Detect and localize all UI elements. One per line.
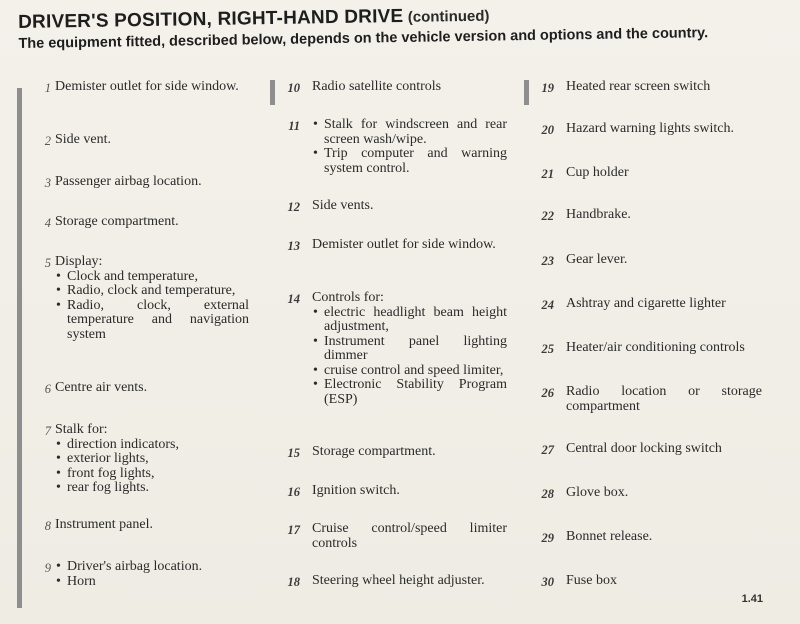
- legend-item-21: [524, 166, 762, 181]
- item-text: Demister outlet for side window.: [312, 237, 496, 252]
- bullet-list: [55, 270, 249, 343]
- legend-item-24: [524, 297, 762, 312]
- item-text: Storage compartment.: [55, 214, 179, 229]
- item-description: [312, 238, 507, 253]
- item-text: Hazard warning lights switch.: [566, 121, 734, 136]
- item-description: [55, 560, 249, 589]
- legend-item-15: [270, 445, 507, 460]
- legend-item-3: [17, 175, 249, 190]
- title-text: DRIVER'S POSITION, RIGHT-HAND DRIVE: [18, 5, 404, 33]
- item-text: Cruise control/speed limiter controls: [312, 521, 507, 551]
- bullet-item: • Radio, clock and temperature,: [55, 284, 249, 299]
- legend-item-18: [270, 574, 507, 589]
- item-number: 5: [44, 256, 51, 270]
- item-number: 23: [541, 254, 554, 268]
- item-description: [55, 381, 249, 396]
- item-description: [55, 518, 249, 533]
- item-description: [566, 122, 762, 137]
- legend-item-11: [270, 118, 507, 176]
- item-number: 25: [541, 342, 554, 356]
- item-number: 12: [287, 200, 300, 214]
- item-description: [312, 199, 507, 214]
- item-text: Centre air vents.: [55, 380, 148, 395]
- item-description: [566, 166, 762, 181]
- item-text: Storage compartment.: [312, 444, 436, 459]
- item-number: 20: [541, 123, 554, 137]
- item-description: [566, 80, 762, 95]
- item-description: [566, 208, 762, 223]
- bullet-item: • Driver's airbag location.: [55, 560, 249, 575]
- item-text: Steering wheel height adjuster.: [312, 573, 485, 588]
- item-number: 24: [541, 298, 554, 312]
- legend-item-12: [270, 199, 507, 214]
- bullet-item: • Clock and temperature,: [55, 270, 249, 285]
- bullet-item: • Trip computer and warning system control.: [312, 147, 507, 176]
- item-number: 4: [44, 216, 51, 230]
- bullet-item: • Stalk for windscreen and rear screen wash/wipe.: [312, 118, 507, 147]
- item-description: [55, 133, 249, 148]
- legend-item-20: [524, 122, 762, 137]
- legend-item-9: [17, 560, 249, 589]
- legend-item-10: [270, 80, 507, 95]
- bullet-item: • exterior lights,: [55, 452, 249, 467]
- item-description: [312, 445, 507, 460]
- item-number: 17: [287, 523, 300, 537]
- item-text: Glove box.: [566, 485, 629, 500]
- bullet-item: • Electronic Stability Program (ESP): [312, 378, 507, 407]
- item-text: Bonnet release.: [566, 529, 653, 544]
- item-text: Side vents.: [312, 198, 374, 213]
- item-description: [312, 291, 507, 407]
- item-description: [55, 80, 249, 95]
- bullet-item: • Radio, clock, external temperature and navigation system: [55, 299, 249, 343]
- item-description: [566, 574, 762, 589]
- item-description: [312, 522, 507, 551]
- legend-item-19: [524, 80, 762, 95]
- bullet-item: • Horn: [55, 575, 249, 590]
- bullet-list: [312, 306, 507, 408]
- item-intro: Display:: [55, 254, 103, 269]
- item-text: Central door locking switch: [566, 441, 722, 456]
- legend-item-8: [17, 518, 249, 533]
- legend-item-26: [524, 385, 762, 414]
- item-number: 30: [541, 575, 554, 589]
- item-number: 9: [44, 561, 51, 575]
- legend-item-4: [17, 215, 249, 230]
- item-number: 29: [541, 531, 554, 545]
- item-number: 8: [44, 519, 51, 533]
- item-description: [566, 297, 762, 312]
- bullet-item: • electric headlight beam height adjustment,: [312, 306, 507, 335]
- item-text: Passenger airbag location.: [55, 174, 202, 189]
- item-number: 2: [44, 134, 51, 148]
- item-description: [55, 175, 249, 190]
- item-intro: Controls for:: [312, 290, 384, 305]
- item-number: 26: [541, 386, 554, 400]
- item-description: [566, 442, 762, 457]
- legend-item-1: [17, 80, 249, 95]
- legend-item-23: [524, 253, 762, 268]
- item-description: [55, 215, 249, 230]
- item-text: Heated rear screen switch: [566, 79, 711, 94]
- item-number: 18: [287, 575, 300, 589]
- bullet-list: [55, 438, 249, 496]
- item-number: 6: [44, 382, 51, 396]
- bullet-list: [312, 118, 507, 176]
- legend-item-30: [524, 574, 762, 589]
- item-number: 3: [44, 176, 51, 190]
- item-number: 27: [541, 443, 554, 457]
- item-text: Ashtray and cigarette lighter: [566, 296, 726, 311]
- item-text: Gear lever.: [566, 252, 628, 267]
- legend-item-13: [270, 238, 507, 253]
- item-description: [566, 486, 762, 501]
- item-number: 13: [287, 239, 300, 253]
- legend-item-7: [17, 423, 249, 496]
- item-text: Handbrake.: [566, 207, 631, 222]
- item-text: Instrument panel.: [55, 517, 153, 532]
- item-description: [566, 253, 762, 268]
- bullet-list: [55, 560, 249, 589]
- bullet-item: • direction indicators,: [55, 438, 249, 453]
- item-number: 16: [287, 485, 300, 499]
- item-number: 11: [288, 119, 300, 133]
- item-description: [566, 385, 762, 414]
- legend-item-17: [270, 522, 507, 551]
- legend-item-29: [524, 530, 762, 545]
- item-number: 15: [287, 446, 300, 460]
- legend-item-25: [524, 341, 762, 356]
- legend-item-16: [270, 484, 507, 499]
- item-description: [312, 80, 507, 95]
- item-text: Radio location or storage compartment: [566, 384, 762, 414]
- legend-item-2: [17, 133, 249, 148]
- item-intro: Stalk for:: [55, 422, 108, 437]
- item-description: [312, 484, 507, 499]
- page-subtitle: The equipment fitted, described below, depends on the vehicle version and options and the country.: [18, 25, 709, 52]
- item-number: 14: [287, 292, 300, 306]
- page-header: [18, 0, 789, 52]
- item-number: 28: [541, 487, 554, 501]
- item-description: [566, 341, 762, 356]
- item-description: [566, 530, 762, 545]
- page-number: 1.41: [741, 593, 763, 605]
- bullet-item: • cruise control and speed limiter,: [312, 364, 507, 379]
- legend-item-28: [524, 486, 762, 501]
- legend-item-22: [524, 208, 762, 223]
- legend-item-27: [524, 442, 762, 457]
- legend-item-5: [17, 255, 249, 342]
- bullet-item: • front fog lights,: [55, 467, 249, 482]
- item-number: 21: [541, 167, 554, 181]
- item-number: 10: [287, 81, 300, 95]
- legend-item-14: [270, 291, 507, 407]
- item-description: [312, 574, 507, 589]
- item-text: Ignition switch.: [312, 483, 400, 498]
- item-text: Radio satellite controls: [312, 79, 442, 94]
- item-number: 22: [541, 209, 554, 223]
- item-description: [55, 423, 249, 496]
- bullet-item: • Instrument panel lighting dimmer: [312, 335, 507, 364]
- item-number: 19: [541, 81, 554, 95]
- item-text: Heater/air conditioning controls: [566, 340, 745, 355]
- item-text: Cup holder: [566, 165, 629, 180]
- item-text: Fuse box: [566, 573, 617, 588]
- item-number: 1: [44, 81, 51, 95]
- title-suffix: (continued): [407, 7, 490, 26]
- item-description: [55, 255, 249, 342]
- item-text: Demister outlet for side window.: [55, 79, 239, 94]
- item-text: Side vent.: [55, 132, 111, 147]
- bullet-item: • rear fog lights.: [55, 481, 249, 496]
- item-description: [312, 118, 507, 176]
- item-number: 7: [44, 424, 51, 438]
- legend-item-6: [17, 381, 249, 396]
